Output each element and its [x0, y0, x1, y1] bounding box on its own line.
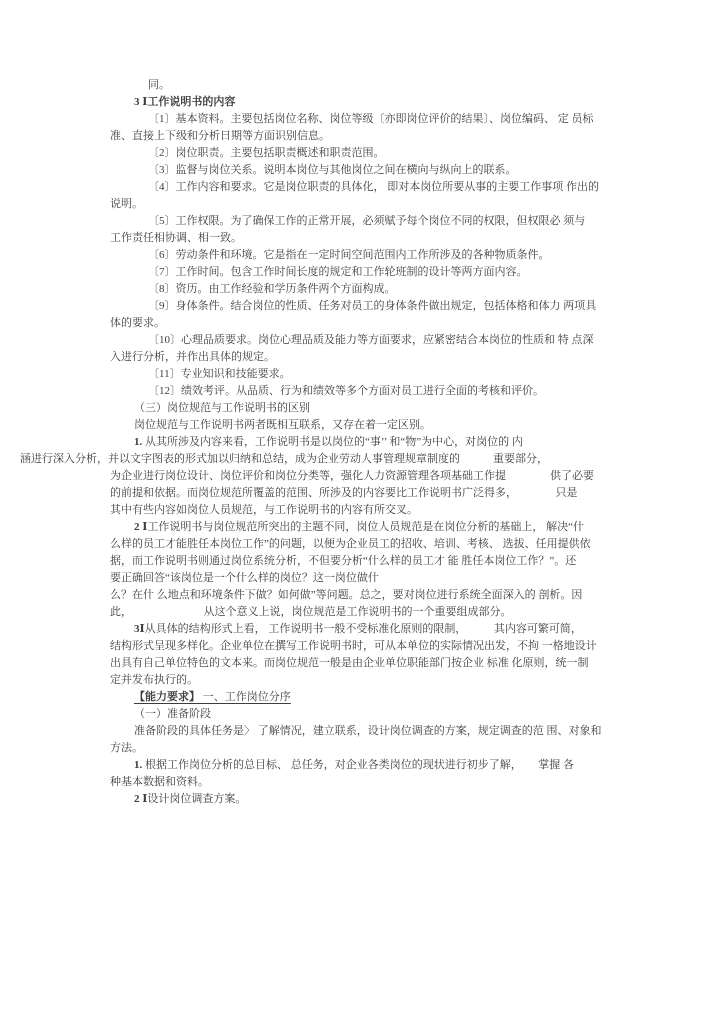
- text-run: 么样的员工才能胜任本岗位工作”的问题，以便为企业员工的招收、培训、考核、 选拔、任用提供依: [110, 538, 591, 550]
- text-line: [0, 638, 720, 655]
- text-run: 1.: [134, 759, 143, 771]
- text-line: [0, 536, 720, 553]
- text-run: 准备阶段的具体任务是〉 了解情况，建立联系，设计岗位调查的方案，规定调查的范 围、对象和: [134, 725, 602, 737]
- text-run: 根据工作岗位分析的总目标、 总任务，对企业各类岗位的现状进行初步了解， 掌握 各: [142, 759, 574, 771]
- text-line: [0, 128, 720, 145]
- text-run: 〔3〕监督与岗位关系。说明本岗位与其他岗位之间在横向与纵向上的联系。: [148, 164, 517, 176]
- text-run: 从其所涉及内容来看，工作说明书是以岗位的“事’’ 和“物”为中心，对岗位的 内: [142, 436, 523, 448]
- text-run: 为企业进行岗位设计、岗位评价和岗位分类等，强化人力资源管理各项基础工作提 供了必要: [110, 470, 594, 482]
- text-line: [0, 349, 720, 366]
- text-line: [0, 672, 720, 689]
- text-line: [0, 247, 720, 264]
- text-run: 2 Ⅰ: [134, 521, 148, 533]
- text-run: 的前提和依据。而岗位规范所覆盖的范围、所涉及的内容要比工作说明书广泛得多， 只是: [110, 487, 578, 499]
- text-run: 〔7〕工作时间。包含工作时间长度的规定和工作轮班制的设计等两方面内容。: [148, 266, 528, 278]
- text-line: [0, 706, 720, 723]
- text-line: [0, 485, 720, 502]
- text-run: 其中有些内容如岗位人员规范，与工作说明书的内容有所交叉。: [110, 504, 418, 516]
- text-line: [0, 655, 720, 672]
- text-run: 入进行分析，并作出具体的规定。: [110, 351, 275, 363]
- text-line: [0, 400, 720, 417]
- text-line: [0, 689, 720, 706]
- text-run: 从具体的结构形式上看， 工作说明书一般不受标准化原则的限制， 其内容可繁可简，: [144, 623, 582, 635]
- text-run: 同。: [148, 79, 170, 91]
- text-line: [0, 723, 720, 740]
- text-line: [0, 366, 720, 383]
- text-run: 〔6〕劳动条件和环境。它是指在一定时间空间范围内工作所涉及的各种物质条件。: [148, 249, 550, 261]
- text-run: 据，而工作说明书则通过岗位系统分析，不但要分析“什么样的员工才 能 胜任本岗位工作？”。还: [110, 555, 577, 567]
- text-line: [0, 111, 720, 128]
- text-line: [0, 570, 720, 587]
- text-line: [0, 179, 720, 196]
- text-line: [0, 281, 720, 298]
- text-line: [0, 740, 720, 757]
- text-line: [0, 383, 720, 400]
- text-run: 工作责任相协调、相一致。: [110, 232, 242, 244]
- text-run: （一）准备阶段: [134, 708, 211, 720]
- text-run: 〔11〕专业知识和技能要求。: [148, 368, 291, 380]
- text-run: 3 Ⅰ工作说明书的内容: [134, 96, 236, 108]
- text-line: [0, 94, 720, 111]
- text-run: 种基本数据和资料。: [110, 776, 209, 788]
- text-run: 结构形式呈现多样化。企业单位在撰写工作说明书时，可从本单位的实际情况出发，不拘 一格地设计: [110, 640, 597, 652]
- text-run: 工作说明书与岗位规范所突出的主题不同，岗位人员规范是在岗位分析的基础上， 解决“什: [147, 521, 585, 533]
- text-line: [0, 145, 720, 162]
- text-run: 〔9〕身体条件。结合岗位的性质、任务对员工的身体条件做出规定，包括体格和体力 两项具: [148, 300, 597, 312]
- text-line: [0, 298, 720, 315]
- text-run: 一、工作岗位分序: [200, 691, 291, 703]
- text-run: 体的要求。: [110, 317, 165, 329]
- text-line: [0, 417, 720, 434]
- text-run: 岗位规范与工作说明书两者既相互联系，又存在着一定区别。: [134, 419, 431, 431]
- text-line: [0, 264, 720, 281]
- text-run: 〔4〕工作内容和要求。它是岗位职责的具体化， 即对本岗位所要从事的主要工作事项 作出的: [148, 181, 599, 193]
- text-run: 此， 从这个意义上说，岗位规范是工作说明书的一个重要组成部分。: [110, 606, 512, 618]
- text-run: 〔8〕资历。由工作经验和学历条件两个方面构成。: [148, 283, 396, 295]
- text-run: 〔12〕绩效考评。从品质、行为和绩效等多个方面对员工进行全面的考核和评价。: [148, 385, 544, 397]
- text-run: （三）岗位规范与工作说明书的区别: [134, 402, 310, 414]
- text-run: 要正确回答“该岗位是一个什么样的岗位？这一岗位做什: [110, 572, 379, 584]
- text-line: [0, 213, 720, 230]
- text-run: 2 Ⅰ: [134, 793, 148, 805]
- text-run: 么？在什 么地点和环境条件下做？如何做”等问题。总之，要对岗位进行系统全面深入的 剖析。因: [110, 589, 583, 601]
- text-run: 1.: [134, 436, 143, 448]
- text-run: 说明。: [110, 198, 143, 210]
- text-line: [0, 553, 720, 570]
- text-line: [0, 451, 720, 468]
- text-line: [0, 162, 720, 179]
- text-run: 出具有自己单位特色的文本来。而岗位规范一般是由企业单位职能部门按企业 标准 化原则，统一制: [110, 657, 589, 669]
- text-line: [0, 434, 720, 451]
- text-run: 涵进行深入分析，并以文字图表的形式加以归纳和总结，成为企业劳动人事管理规章制度的 重要部分，: [20, 453, 548, 465]
- text-run: 〔2〕岗位职责。主要包括职责概述和职责范围。: [148, 147, 385, 159]
- text-run: 【能力要求】: [134, 691, 200, 703]
- text-run: 〔10〕心理品质要求。岗位心理品质及能力等方面要求，应紧密结合本岗位的性质和 特 点深: [148, 334, 594, 346]
- text-run: 设计岗位调查方案。: [147, 793, 247, 805]
- text-run: 方法。: [110, 742, 143, 754]
- text-run: 〔1〕基本资料。主要包括岗位名称、岗位等级〔亦即岗位评价的结果〕、岗位编码、 定 员标: [148, 113, 594, 125]
- text-line: [0, 621, 720, 638]
- text-line: [0, 315, 720, 332]
- text-line: [0, 230, 720, 247]
- text-line: [0, 468, 720, 485]
- text-line: [0, 604, 720, 621]
- text-line: [0, 332, 720, 349]
- text-run: 准、直接上下级和分析日期等方面识别信息。: [110, 130, 330, 142]
- text-line: [0, 502, 720, 519]
- text-line: [0, 757, 720, 774]
- text-run: 〔5〕工作权限。为了确保工作的正常开展，必须赋予每个岗位不同的权限，但权限必 须与: [148, 215, 586, 227]
- text-line: [0, 77, 720, 94]
- text-line: [0, 519, 720, 536]
- text-line: [0, 196, 720, 213]
- text-line: [0, 587, 720, 604]
- text-line: [0, 774, 720, 791]
- text-line: [0, 791, 720, 808]
- text-run: 3Ⅰ: [134, 623, 145, 635]
- text-run: 定并发布执行的。: [110, 674, 198, 686]
- document-content: [0, 77, 720, 808]
